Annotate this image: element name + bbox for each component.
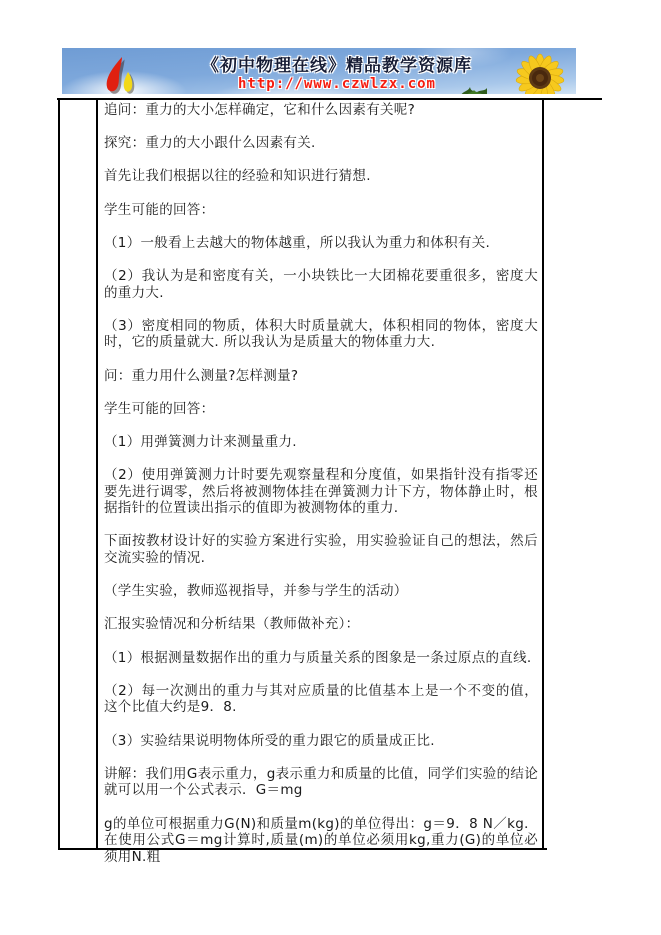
paragraph: （1）用弹簧测力计来测量重力. (104, 433, 297, 450)
paragraph: 汇报实验情况和分析结果（教师做补充）： (104, 616, 360, 633)
table-right-border (542, 98, 544, 850)
table-top-border (57, 98, 602, 100)
flame-logo-icon (98, 54, 142, 94)
paragraph: 探究：重力的大小跟什么因素有关. (104, 135, 316, 152)
paragraph: 学生可能的回答： (104, 201, 215, 218)
paragraph: （1）根据测量数据作出的重力与质量关系的图象是一条过原点的直线. (104, 649, 532, 666)
paragraph: （2）每一次测出的重力与其对应质量的比值基本上是一个不变的值，这个比值大约是9．8. (104, 682, 538, 716)
paragraph: （2）使用弹簧测力计时要先观察量程和分度值，如果指针没有指零还要先进行调零，然后将被测物体挂在弹簧测力计下方，物体静止时，根据指针的位置读出指示的值即为被测物体的重力. (104, 467, 538, 517)
table-column-divider (96, 98, 98, 850)
paragraph: （学生实验，教师巡视指导，并参与学生的活动） (104, 583, 408, 600)
paragraph: （3）密度相同的物质，体积大时质量就大，体积相同的物体，密度大时，它的质量就大. 所以我认为是质量大的物体重力大. (104, 317, 538, 351)
paragraph: （3）实验结果说明物体所受的重力跟它的质量成正比. (104, 732, 435, 749)
paragraph: g的单位可根据重力G(N)和质量m(kg)的单位得出：g＝9．8 N／kg．在使用公式G＝mg计算时,质量(m)的单位必须用kg,重力(G)的单位必须用N.粗 (104, 815, 538, 865)
paragraph: 追问：重力的大小怎样确定，它和什么因素有关呢? (104, 102, 416, 118)
paragraph: 首先让我们根据以往的经验和知识进行猜想. (104, 168, 371, 185)
paragraph: （1）一般看上去越大的物体越重，所以我认为重力和体积有关. (104, 234, 491, 251)
paragraph: 学生可能的回答： (104, 400, 215, 417)
document-body (104, 102, 538, 882)
banner-title: 《初中物理在线》精品教学资源库 (202, 56, 472, 76)
banner-text-block (172, 51, 502, 93)
paragraph: 下面按教材设计好的实验方案进行实验，用实验验证自己的想法，然后交流实验的情况. (104, 533, 538, 567)
grass-icon (458, 84, 488, 94)
paragraph: 讲解：我们用G表示重力，g表示重力和质量的比值，同学们实验的结论就可以用一个公式表示．G＝mg (104, 765, 538, 799)
site-banner (62, 48, 576, 94)
sunflower-icon (492, 52, 576, 94)
paragraph: 问：重力用什么测量?怎样测量? (104, 367, 299, 384)
table-left-border (58, 98, 60, 850)
paragraph: （2）我认为是和密度有关，一小块铁比一大团棉花要重很多，密度大的重力大. (104, 267, 538, 301)
banner-url-link[interactable]: http://www.czwlzx.com (237, 76, 436, 92)
